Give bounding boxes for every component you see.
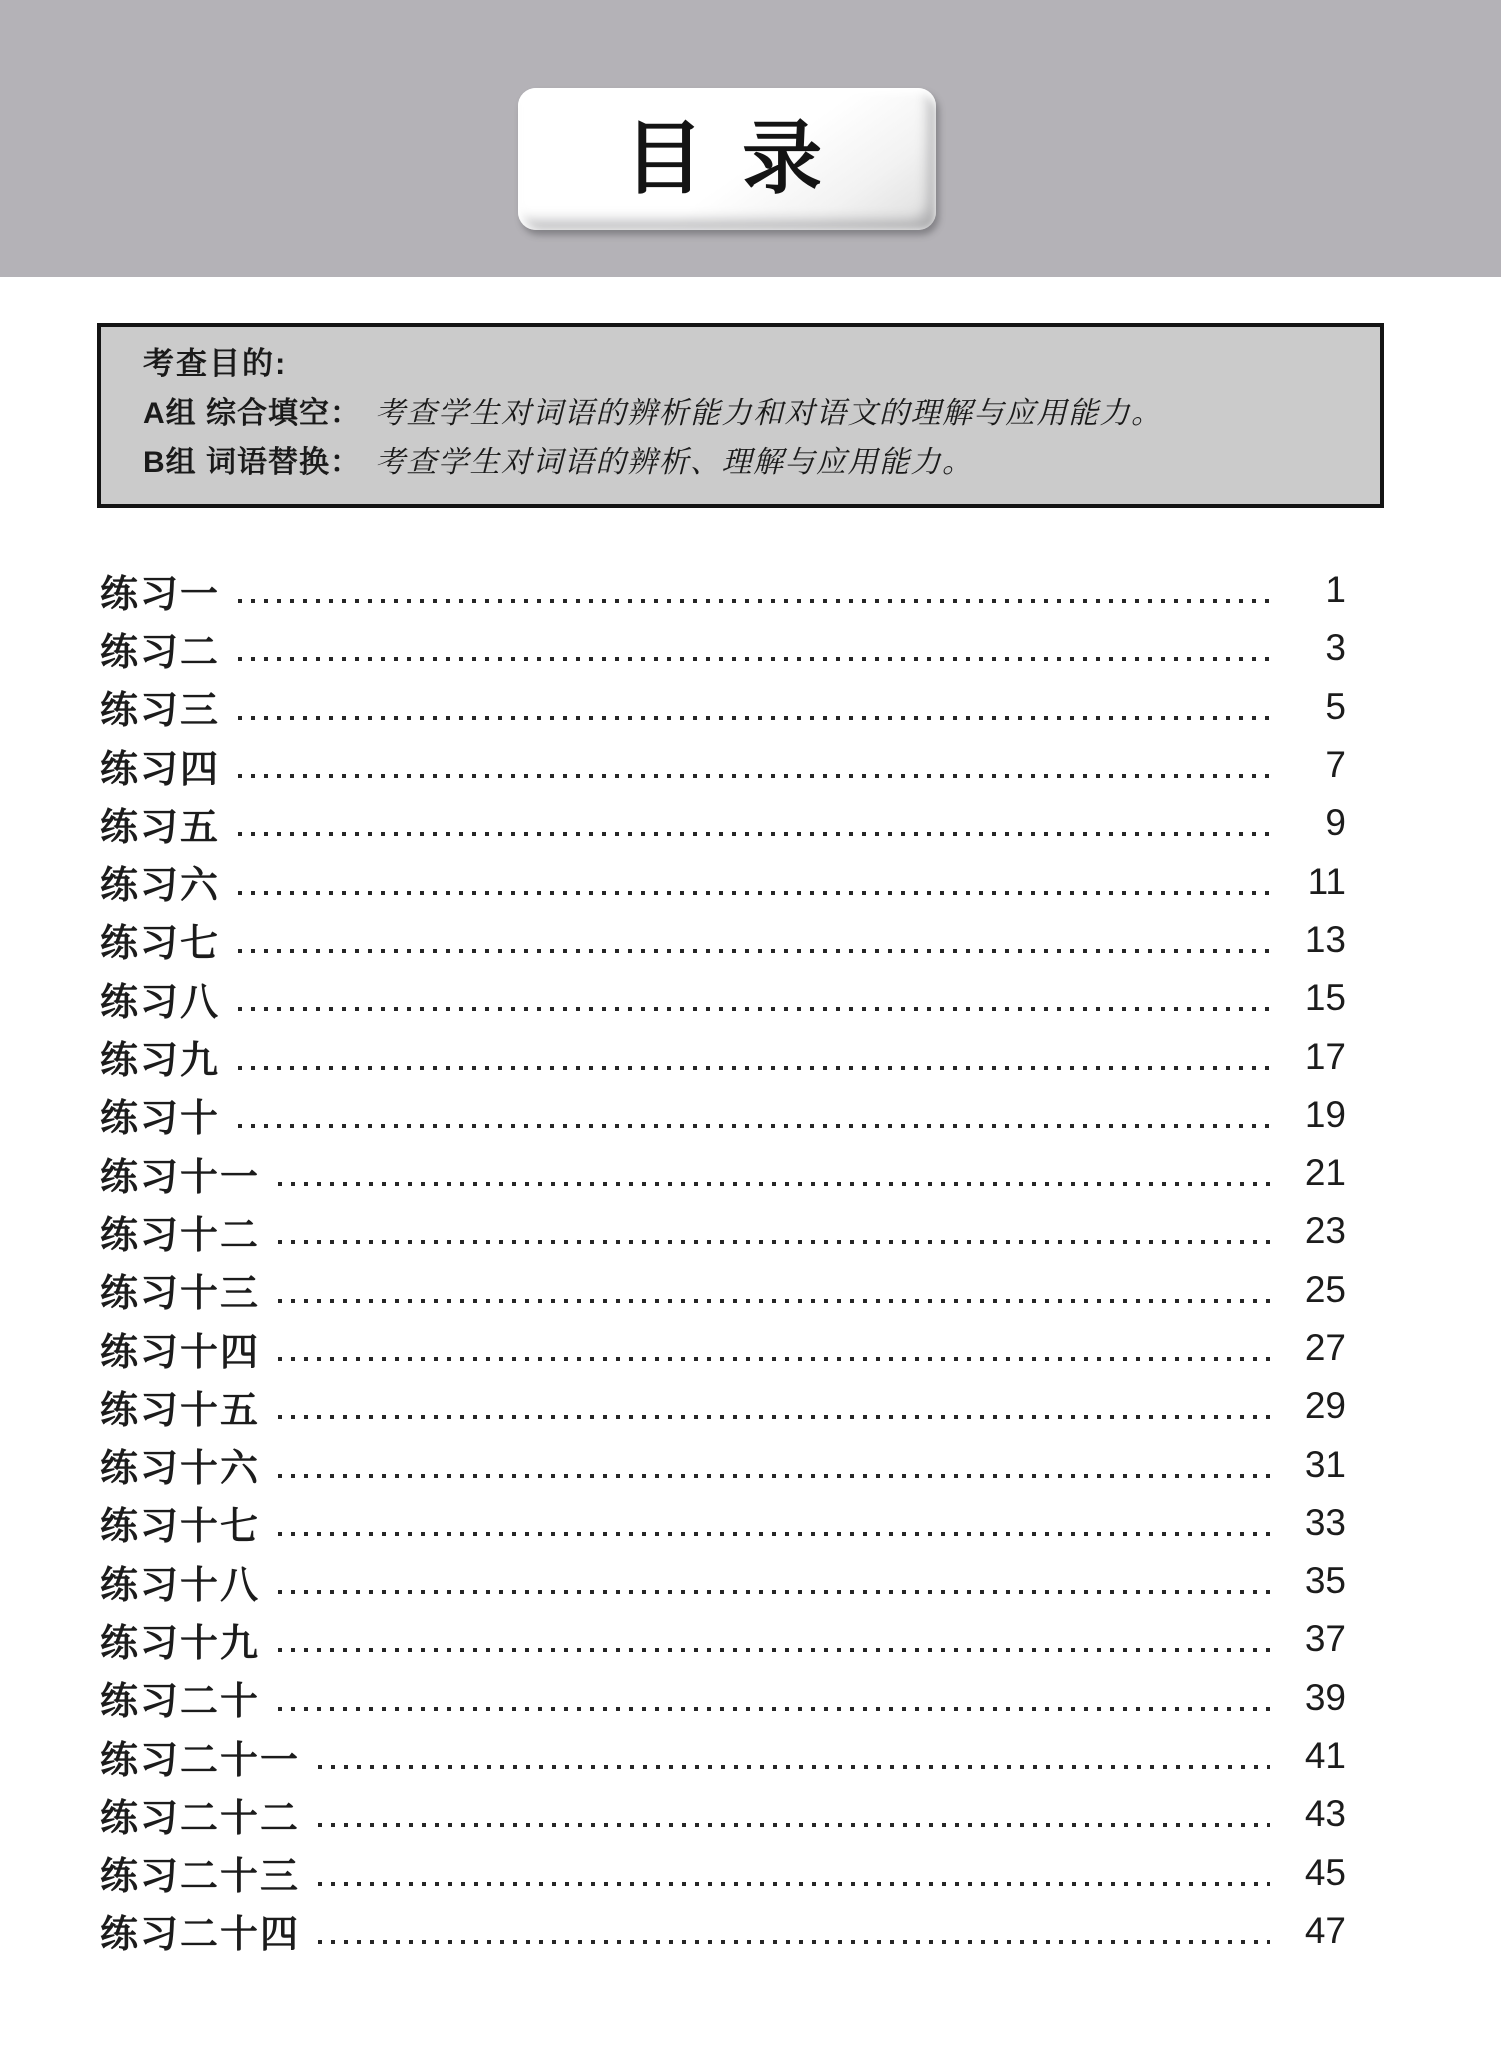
dot-leader — [318, 1823, 1270, 1827]
toc-entry[interactable] — [100, 1435, 1346, 1493]
toc-entry-page: 21 — [1304, 1152, 1346, 1194]
toc-entry-page: 11 — [1307, 860, 1346, 902]
toc-entry-page: 5 — [1325, 685, 1346, 727]
title-plate — [518, 88, 936, 230]
toc-entry-page: 25 — [1304, 1268, 1346, 1310]
purpose-box — [97, 323, 1384, 508]
toc-entry-page: 43 — [1304, 1793, 1346, 1835]
toc-entry[interactable] — [100, 1610, 1346, 1668]
toc-entry-page: 13 — [1304, 918, 1346, 960]
toc-entry-page: 9 — [1325, 802, 1346, 844]
toc-entry-label: 练习十六 — [100, 1448, 261, 1491]
toc-entry[interactable] — [100, 1844, 1346, 1902]
toc-entry-label: 练习二十三 — [100, 1856, 301, 1899]
toc-entry-label: 练习四 — [100, 748, 221, 791]
group-label: A组 综合填空： — [143, 397, 361, 430]
toc-list — [100, 561, 1346, 1960]
dot-leader — [278, 1415, 1270, 1419]
dot-leader — [278, 1357, 1270, 1361]
dot-leader — [278, 1707, 1270, 1711]
toc-entry-label: 练习十三 — [100, 1273, 261, 1316]
toc-entry-page: 27 — [1304, 1327, 1346, 1368]
dot-leader — [278, 1299, 1270, 1303]
toc-entry[interactable] — [100, 1902, 1346, 1960]
dot-leader — [238, 1124, 1270, 1128]
dot-leader — [278, 1648, 1270, 1652]
toc-entry-label: 练习七 — [100, 923, 221, 966]
dot-leader — [278, 1182, 1270, 1186]
toc-entry-page: 35 — [1304, 1560, 1346, 1602]
toc-entry[interactable] — [100, 1377, 1346, 1435]
toc-entry[interactable] — [100, 1144, 1346, 1202]
dot-leader — [278, 1590, 1270, 1594]
purpose-row — [143, 394, 1360, 434]
dot-leader — [238, 1007, 1270, 1011]
toc-entry-label: 练习八 — [100, 981, 221, 1024]
toc-entry[interactable] — [100, 1027, 1346, 1085]
toc-entry-page: 17 — [1304, 1035, 1346, 1077]
header-band — [0, 0, 1501, 277]
toc-entry[interactable] — [100, 1552, 1346, 1610]
group-desc: 考查学生对词语的辨析、理解与应用能力。 — [375, 445, 974, 480]
toc-entry[interactable] — [100, 619, 1346, 677]
dot-leader — [238, 599, 1270, 603]
toc-entry[interactable] — [100, 969, 1346, 1027]
toc-entry-label: 练习九 — [100, 1040, 221, 1083]
toc-entry[interactable] — [100, 1086, 1346, 1144]
toc-entry[interactable] — [100, 1202, 1346, 1260]
toc-entry-page: 15 — [1304, 977, 1346, 1019]
dot-leader — [238, 891, 1270, 895]
dot-leader — [238, 949, 1270, 953]
toc-entry[interactable] — [100, 1785, 1346, 1843]
purpose-rows — [143, 394, 1360, 483]
toc-entry-label: 练习十 — [100, 1098, 221, 1141]
toc-entry-label: 练习二十 — [100, 1681, 261, 1724]
toc-entry-label: 练习一 — [100, 573, 221, 616]
dot-leader — [238, 657, 1270, 661]
toc-entry-label: 练习十四 — [100, 1331, 261, 1374]
toc-entry[interactable] — [100, 561, 1346, 619]
toc-entry-label: 练习十五 — [100, 1389, 261, 1432]
toc-entry-label: 练习二十二 — [100, 1797, 301, 1840]
toc-entry-label: 练习十九 — [100, 1622, 261, 1665]
dot-leader — [318, 1765, 1270, 1769]
toc-entry-label: 练习六 — [100, 865, 221, 908]
toc-entry-label: 练习二十一 — [100, 1739, 301, 1782]
dot-leader — [278, 1474, 1270, 1478]
dot-leader — [318, 1940, 1270, 1944]
toc-entry[interactable] — [100, 852, 1346, 910]
toc-entry-page: 45 — [1304, 1851, 1346, 1893]
toc-entry-label: 练习十一 — [100, 1156, 261, 1199]
toc-entry[interactable] — [100, 1261, 1346, 1319]
toc-entry[interactable] — [100, 1494, 1346, 1552]
page-title: 目 录 — [623, 114, 831, 203]
dot-leader — [278, 1240, 1270, 1244]
toc-entry[interactable] — [100, 794, 1346, 852]
toc-entry[interactable] — [100, 736, 1346, 794]
toc-entry-page: 19 — [1304, 1093, 1346, 1135]
dot-leader — [238, 774, 1270, 778]
toc-entry-label: 练习十八 — [100, 1564, 261, 1607]
toc-entry-page: 41 — [1304, 1735, 1346, 1777]
purpose-title: 考查目的: — [143, 346, 288, 381]
group-desc: 考查学生对词语的辨析能力和对语文的理解与应用能力。 — [375, 396, 1163, 431]
toc-entry[interactable] — [100, 1727, 1346, 1785]
group-label: B组 词语替换： — [143, 446, 361, 479]
dot-leader — [318, 1882, 1270, 1886]
purpose-row — [143, 443, 1360, 483]
toc-entry-label: 练习二十四 — [100, 1914, 301, 1957]
toc-entry-page: 39 — [1304, 1676, 1346, 1718]
toc-entry-page: 3 — [1325, 627, 1346, 669]
toc-entry-page: 7 — [1325, 744, 1346, 786]
toc-entry-page: 47 — [1304, 1909, 1346, 1951]
toc-entry-page: 23 — [1304, 1210, 1346, 1252]
toc-entry-page: 33 — [1304, 1501, 1346, 1543]
dot-leader — [278, 1532, 1270, 1536]
toc-entry-page: 31 — [1304, 1443, 1346, 1485]
toc-entry-page: 1 — [1325, 569, 1346, 611]
toc-entry-page: 37 — [1304, 1618, 1346, 1660]
toc-entry-label: 练习二 — [100, 631, 221, 674]
dot-leader — [238, 716, 1270, 720]
toc-entry-label: 练习三 — [100, 690, 221, 733]
toc-entry-label: 练习十七 — [100, 1506, 261, 1549]
toc-entry[interactable] — [100, 1669, 1346, 1727]
toc-entry[interactable] — [100, 678, 1346, 736]
toc-entry[interactable] — [100, 911, 1346, 969]
dot-leader — [238, 1066, 1270, 1070]
dot-leader — [238, 832, 1270, 836]
toc-entry[interactable] — [100, 1319, 1346, 1377]
toc-entry-label: 练习五 — [100, 806, 221, 849]
toc-entry-label: 练习十二 — [100, 1214, 261, 1257]
toc-entry-page: 29 — [1304, 1385, 1346, 1427]
